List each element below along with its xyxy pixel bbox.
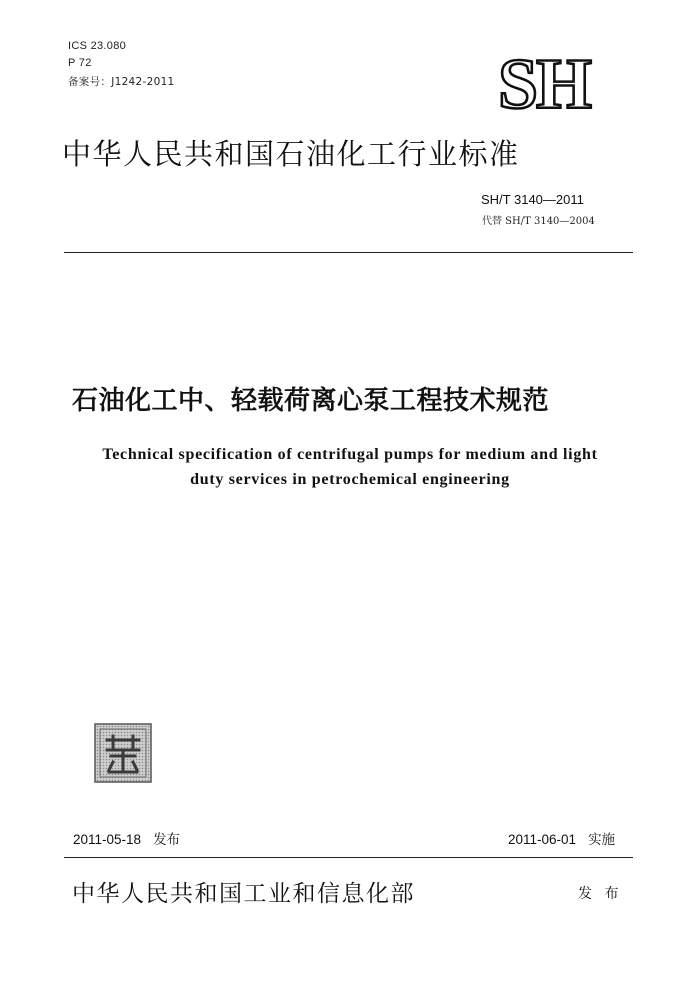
document-title-en-line1: Technical specification of centrifugal pumps for medium and light — [102, 446, 598, 463]
record-number: 备案号：J1242-2011 — [68, 76, 175, 88]
bottom-divider — [64, 857, 633, 858]
implement-date-value: 2011-06-01 — [508, 832, 577, 847]
publish-date-value: 2011-05-18 — [73, 832, 142, 847]
top-divider — [64, 252, 633, 253]
logo-text: SH — [497, 52, 591, 116]
publish-date — [73, 828, 180, 848]
industry-standard-title: 中华人民共和国石油化工行业标准 — [62, 137, 520, 171]
implement-label: 实施 — [588, 832, 616, 848]
classification-code: P 72 — [68, 57, 92, 69]
issuing-authority: 中华人民共和国工业和信息化部 — [72, 881, 415, 907]
standard-code: SH/T 3140—2011 — [481, 192, 584, 207]
issue-label: 发 布 — [578, 886, 623, 902]
publish-label: 发布 — [153, 832, 181, 848]
document-title-cn: 石油化工中、轻载荷离心泵工程技术规范 — [72, 386, 550, 416]
document-title-en-line2: duty services in petrochemical engineering — [190, 471, 510, 488]
sh-logo — [472, 52, 617, 116]
ics-code: ICS 23.080 — [68, 40, 127, 52]
certification-seal-icon — [93, 722, 153, 784]
replaces-code: 代替 SH/T 3140—2004 — [482, 216, 595, 227]
implement-date — [508, 828, 615, 848]
